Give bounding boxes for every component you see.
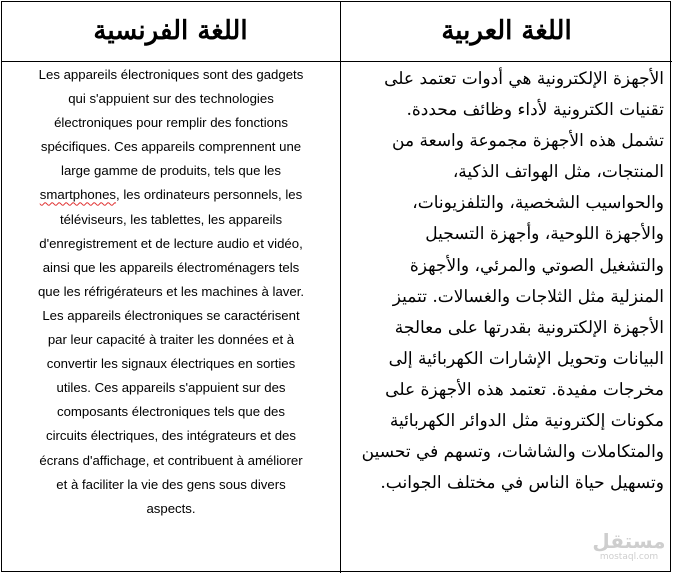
column-divider bbox=[340, 1, 341, 573]
header-arabic: اللغة العربية bbox=[441, 16, 572, 46]
french-line: et à faciliter la vie des gens sous divers bbox=[56, 476, 286, 492]
french-line: que les réfrigérateurs et les machines à laver. bbox=[37, 283, 305, 299]
french-line: utiles. Ces appareils s'appuient sur des bbox=[56, 380, 286, 396]
french-line: électroniques pour remplir des fonctions bbox=[54, 115, 288, 131]
arabic-line: والمتكاملات والشاشات، وتسهم في تحسين bbox=[361, 442, 664, 463]
header-french: اللغة الفرنسية bbox=[93, 16, 248, 46]
arabic-line: تشمل هذه الأجهزة مجموعة واسعة من bbox=[392, 131, 664, 152]
french-line bbox=[6, 183, 336, 207]
french-line: par leur capacité à traiter les données et à bbox=[47, 332, 295, 348]
arabic-line: المنتجات، مثل الهواتف الذكية، bbox=[452, 162, 664, 183]
arabic-line: تقنيات الكترونية لأداء وظائف محددة. bbox=[406, 100, 664, 121]
arabic-line: الأجهزة الإلكترونية بقدرتها على معالجة bbox=[394, 317, 664, 338]
arabic-line: الأجهزة الإلكترونية هي أدوات تعتمد على bbox=[384, 69, 664, 89]
watermark-latin: mostaql.com bbox=[599, 552, 659, 562]
french-line: large gamme de produits, tels que les bbox=[61, 163, 281, 179]
french-line: spécifiques. Ces appareils comprennent une bbox=[40, 139, 302, 155]
french-line-part: , les ordinateurs personnels, les bbox=[116, 187, 303, 203]
arabic-line: والحواسيب الشخصية، والتلفزيونات، bbox=[412, 193, 664, 214]
arabic-line: مخرجات مفيدة. تعتمد هذه الأجهزة على bbox=[385, 379, 664, 400]
french-line: d'enregistrement et de lecture audio et vidéo, bbox=[39, 235, 303, 251]
watermark-arabic: مستقل bbox=[592, 529, 666, 553]
arabic-line: البيانات وتحويل الإشارات الكهربائية إلى bbox=[388, 348, 664, 369]
french-line: circuits électriques, des intégrateurs et des bbox=[46, 428, 296, 444]
french-line: ainsi que les appareils électroménagers tels bbox=[42, 259, 300, 275]
french-line: écrans d'affichage, et contribuent à améliorer bbox=[39, 452, 303, 468]
french-line: qui s'appuient sur des technologies bbox=[68, 91, 274, 107]
french-text-cell bbox=[6, 62, 336, 532]
arabic-line: والأجهزة اللوحية، وأجهزة التسجيل bbox=[425, 224, 664, 245]
arabic-line: والتشغيل الصوتي والمرئي، والأجهزة bbox=[409, 255, 664, 276]
french-line: convertir les signaux électriques en sorties bbox=[46, 356, 296, 372]
spellcheck-word: smartphones bbox=[39, 187, 117, 203]
arabic-line: مكونات إلكترونية مثل الدوائر الكهربائية bbox=[389, 411, 664, 432]
french-line: composants électroniques tels que des bbox=[57, 404, 285, 420]
french-line: aspects. bbox=[146, 500, 196, 516]
arabic-line: وتسهيل حياة الناس في مختلف الجوانب. bbox=[380, 473, 664, 494]
french-line: Les appareils électroniques se caractérisent bbox=[42, 307, 300, 323]
arabic-line: المنزلية مثل الثلاجات والغسالات. تتميز bbox=[392, 286, 664, 307]
arabic-text-cell bbox=[344, 62, 668, 522]
french-line: téléviseurs, les tablettes, les appareils bbox=[59, 211, 283, 227]
french-line: Les appareils électroniques sont des gadgets bbox=[38, 67, 304, 82]
